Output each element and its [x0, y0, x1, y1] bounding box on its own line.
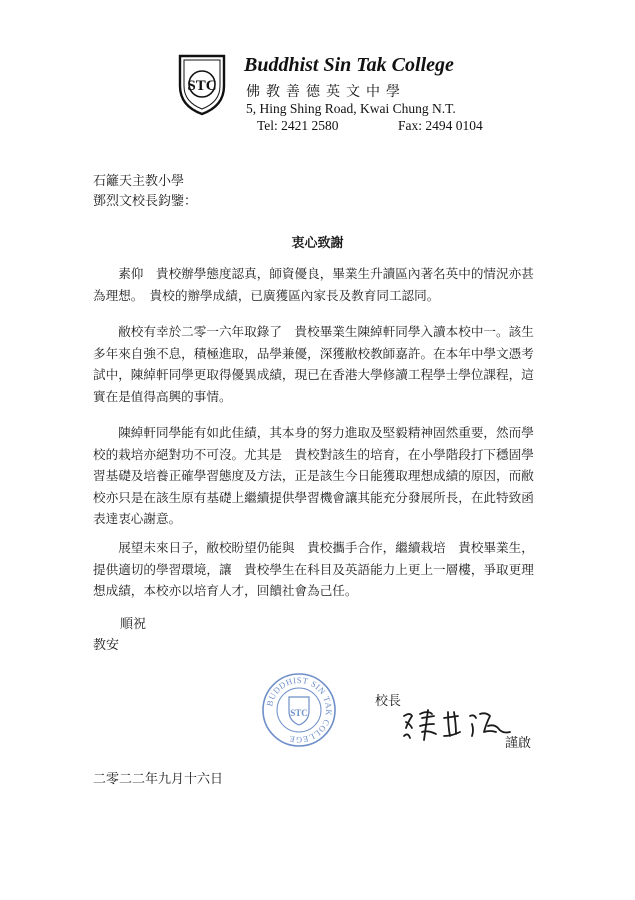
logo-monogram: STC: [187, 78, 217, 94]
school-address: 5, Hing Shing Road, Kwai Chung N.T.: [246, 101, 456, 116]
closing-greeting: 教安: [93, 638, 120, 653]
paragraph-line: 為理想。 貴校的辦學成績，已廣獲區內家長及教育同工認同。: [93, 287, 440, 303]
school-fax: Fax: 2494 0104: [398, 118, 483, 133]
seal-ring-text: BUDDHIST SIN TAK COLLEGE: [264, 674, 335, 746]
paragraph-line: 表達衷心謝意。: [93, 511, 182, 526]
sign-off: 謹啟: [505, 736, 532, 751]
recipient-principal: 鄧烈文校長鈞鑒：: [93, 194, 198, 209]
paragraph-line: 習基礎及培養正確學習態度及方法，正是該生今日能獲取理想成績的原因，而敝: [93, 468, 534, 483]
school-name-zh: 佛教善德英文中學: [246, 84, 406, 100]
school-name-en: Buddhist Sin Tak College: [244, 54, 454, 76]
paragraph-3: [93, 422, 543, 530]
school-logo: [174, 52, 230, 116]
paragraph-line: 陳綽軒同學能有如此佳績，其本身的努力進取及堅毅精神固然重要，然而學: [93, 425, 534, 440]
paragraph-line: 校的栽培亦絕對功不可沒。尤其是 貴校對該生的培育，在小學階段打下穩固學: [93, 446, 534, 462]
school-seal-stamp: [260, 671, 338, 749]
handwritten-signature: [398, 702, 518, 746]
recipient-school: 石籬天主教小學: [93, 174, 185, 189]
paragraph-line: 展望未來日子，敝校盼望仍能與 貴校攜手合作，繼續栽培 貴校畢業生，: [93, 540, 534, 555]
paragraph-line: 提供適切的學習環境，讓 貴校學生在科目及英語能力上更上一層樓，爭取更理: [93, 561, 534, 577]
paragraph-line: 校亦只是在該生原有基礎上繼續提供學習機會讓其能充分發展所長，在此特致函: [93, 489, 534, 505]
signatory-title: 校長: [375, 694, 402, 709]
paragraph-2: [93, 321, 543, 407]
paragraph-4: [93, 537, 543, 602]
paragraph-line: 試中，陳綽軒同學更取得優異成績，現已在香港大學修讀工程學士學位課程，這: [93, 367, 534, 382]
seal-monogram: STC: [290, 708, 308, 718]
letter-subject: 衷心致謝: [291, 236, 344, 251]
letter-date: 二零二二年九月十六日: [93, 772, 224, 787]
paragraph-line: 想成績，本校亦以培育人才，回饋社會為己任。: [93, 583, 358, 598]
paragraph-line: 素仰 貴校辦學態度認真，師資優良，畢業生升讀區內著名英中的情況亦甚: [93, 266, 534, 281]
paragraph-line: 多年來自強不息，積極進取，品學兼優，深獲敝校教師嘉許。在本年中學文憑考: [93, 345, 534, 361]
paragraph-line: 敝校有幸於二零一六年取錄了 貴校畢業生陳綽軒同學入讀本校中一。該生: [93, 324, 534, 339]
closing-salutation: 順祝: [120, 617, 147, 632]
paragraph-line: 實在是值得高興的事情。: [93, 388, 232, 404]
school-telephone: Tel: 2421 2580: [257, 118, 339, 133]
recipient-block: [93, 172, 197, 212]
paragraph-1: [93, 263, 543, 306]
